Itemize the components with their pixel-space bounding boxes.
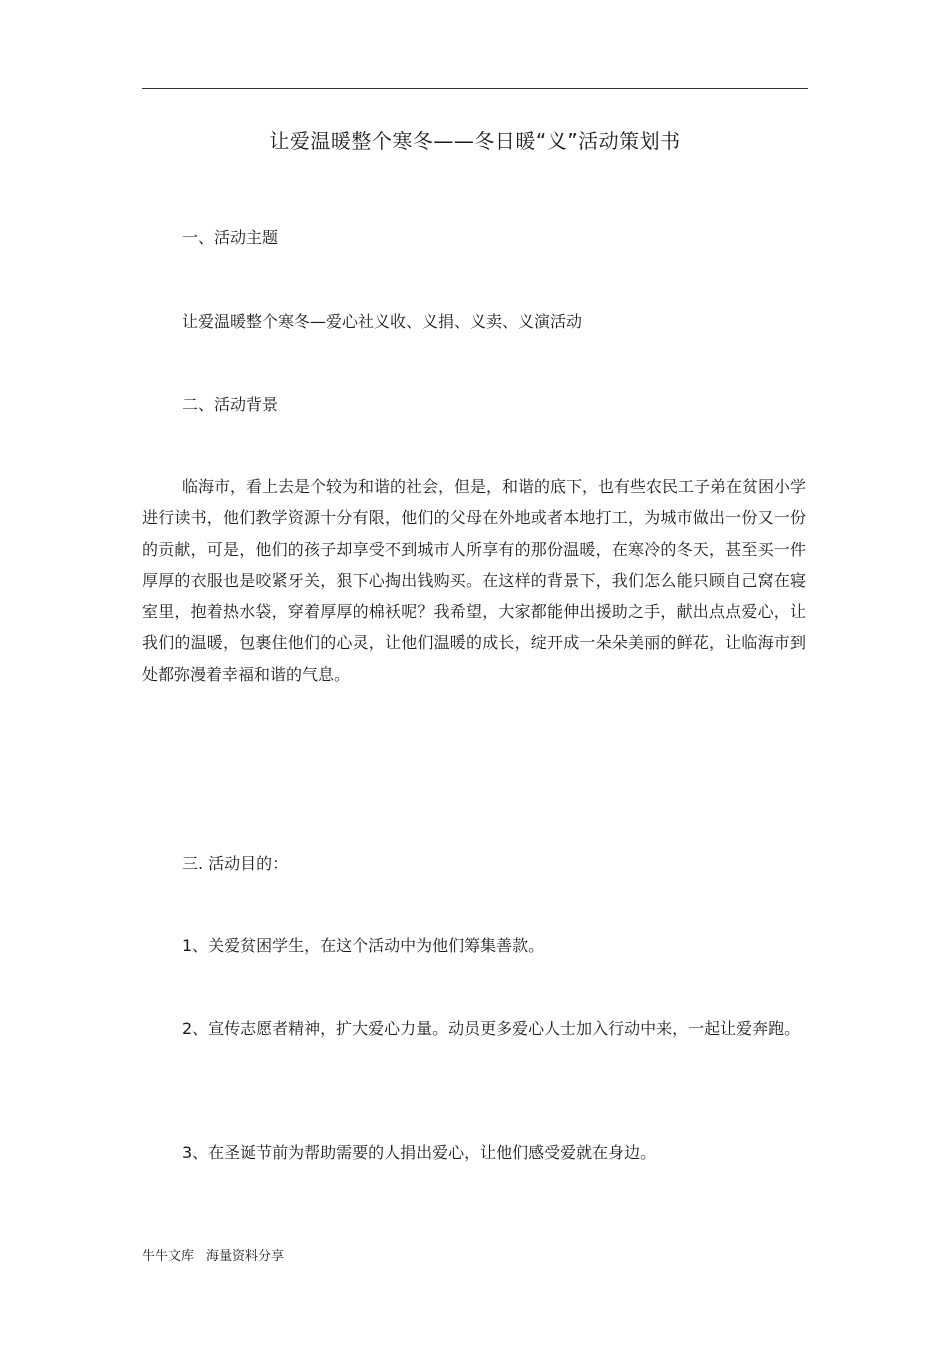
section-1-text: 让爱温暖整个寒冬—爱心社义收、义捐、义卖、义演活动 <box>182 312 583 331</box>
section-2-paragraph: 临海市，看上去是个较为和谐的社会，但是，和谐的底下，也有些农民工子弟在贫困小学进行读书，他们教学资源十分有限，他们的父母在外地或者本地打工，为城市做出一份又一份的贡献，可是，他们的孩子却享受不到城市人所享有的那份温暖，在寒冷的冬天，甚至买一件厚厚的衣服也是咬紧牙关，狠下心掏出钱购买。在这样的背景下，我们怎么能只顾自己窝在寝室里，抱着热水袋，穿着厚厚的棉袄呢？我希望，大家都能伸出援助之手，献出点点爱心，让我们的温暖，包裹住他们的心灵，让他们温暖的成长，绽开成一朵朵美丽的鲜花，让临海市到处都弥漫着幸福和谐的气息。 <box>142 477 807 684</box>
page-footer <box>142 1248 284 1266</box>
footer-site-name: 牛牛文库 <box>142 1249 195 1264</box>
header-rule <box>142 88 808 89</box>
goal-item-3: 3、在圣诞节前为帮助需要的人捐出爱心，让他们感受爱就在身边。 <box>182 1143 657 1162</box>
goal-item-2: 2、宣传志愿者精神，扩大爱心力量。动员更多爱心人士加入行动中来，一起让爱奔跑。 <box>182 1019 801 1038</box>
goal-item-1: 1、关爱贫困学生，在这个活动中为他们筹集善款。 <box>182 936 545 955</box>
section-2-heading: 二、活动背景 <box>182 395 279 414</box>
section-3-heading: 三. 活动目的： <box>182 854 289 873</box>
document-title: 让爱温暖整个寒冬——冬日暖“义”活动策划书 <box>269 129 681 153</box>
section-1-heading: 一、活动主题 <box>182 228 279 247</box>
footer-slogan: 海量资料分享 <box>206 1249 285 1264</box>
